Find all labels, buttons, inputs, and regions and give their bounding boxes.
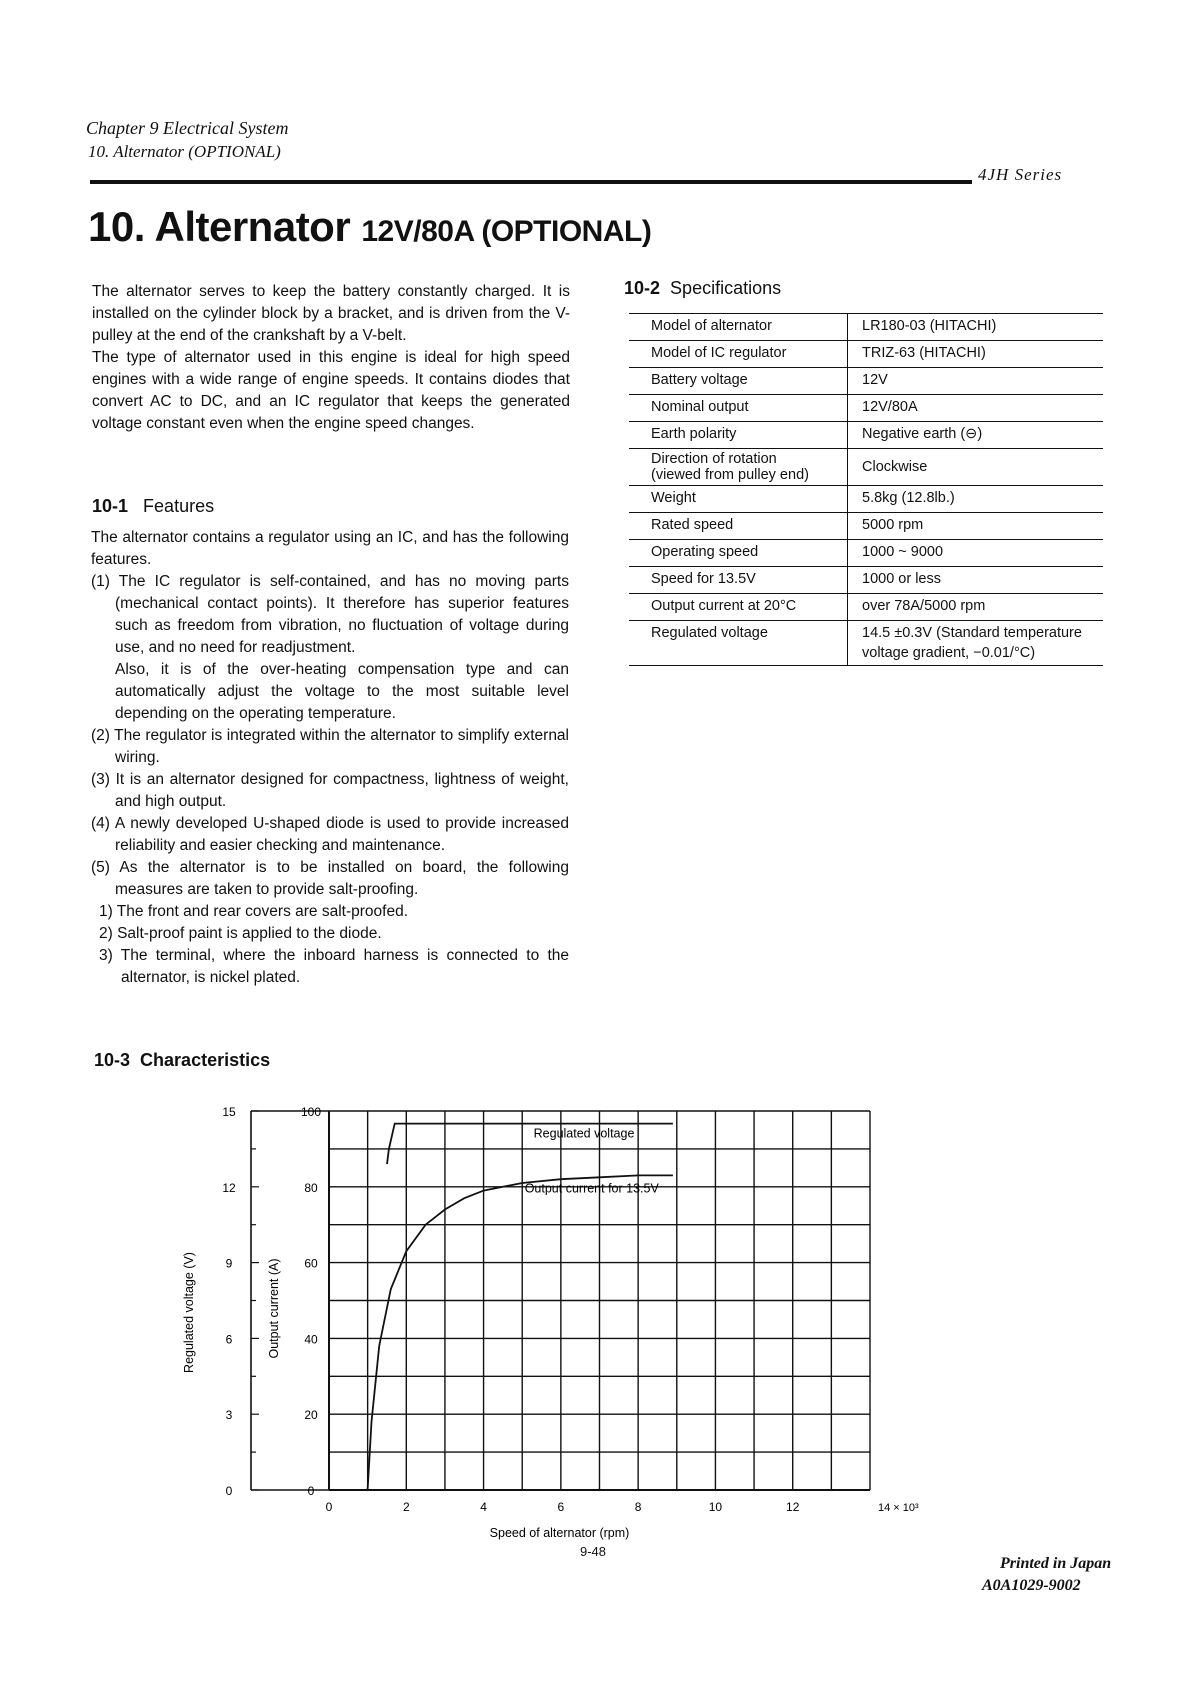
spec-label: Earth polarity (629, 422, 848, 449)
printed-in-label: Printed in Japan (1000, 1555, 1112, 1572)
spec-value: Negative earth (⊖) (848, 422, 1104, 449)
y-axis-title-voltage: Regulated voltage (V) (182, 1252, 196, 1373)
section-label: 10. Alternator (OPTIONAL) (88, 142, 281, 161)
spec-label: Output current at 20°C (629, 594, 848, 621)
spec-value: over 78A/5000 rpm (848, 594, 1104, 621)
characteristics-heading: 10-3 Characteristics (94, 1050, 271, 1070)
voltage-tick-label: 0 (225, 1484, 233, 1498)
voltage-tick-label: 12 (222, 1180, 236, 1195)
x-tick-label: 8 (634, 1500, 642, 1514)
spec-row (629, 486, 1103, 513)
x-tick-label: 10 (708, 1500, 723, 1514)
spec-label: Rated speed (629, 513, 848, 540)
spec-label: Operating speed (629, 540, 848, 567)
title-main: 10. Alternator (88, 203, 351, 250)
series-label: 4JH Series (978, 165, 1063, 184)
intro-para-1: The alternator serves to keep the battery constantly charged. It is installed on the cylinder block by a bracket, and is driven from the V-pulley at the end of the crankshaft by a V-belt. (92, 283, 570, 344)
x-unit-label: 14 × 10³ (878, 1502, 919, 1514)
spec-value: 12V (848, 368, 1104, 395)
title-spec: 12V/80A (OPTIONAL) (361, 215, 652, 248)
header-rule (90, 180, 972, 184)
page-number: 9-48 (580, 1544, 607, 1559)
current-tick-label: 60 (304, 1256, 318, 1271)
x-tick-label: 0 (325, 1500, 333, 1514)
spec-label: Nominal output (629, 395, 848, 422)
spec-value: 5.8kg (12.8lb.) (848, 486, 1104, 513)
spec-row (629, 314, 1103, 341)
current-tick-label: 80 (304, 1180, 318, 1195)
x-tick-label: 4 (480, 1500, 487, 1514)
spec-label: Speed for 13.5V (629, 567, 848, 594)
spec-label: Model of alternator (629, 314, 848, 341)
x-axis-title: Speed of alternator (rpm) (489, 1526, 630, 1540)
chapter-label: Chapter 9 Electrical System (86, 118, 289, 138)
features-list (91, 527, 569, 989)
feature-sub-item-3: 3) The terminal, where the inboard harness is connected to the alternator, is nickel plated. (99, 947, 569, 986)
feature-item-5: (5) As the alternator is to be installed on board, the following measures are taken to provide salt-proofing. (91, 859, 569, 898)
spec-value: 12V/80A (848, 395, 1104, 422)
feature-sub-item-1: 1) The front and rear covers are salt-proofed. (99, 903, 409, 920)
output-current-curve (368, 1175, 673, 1490)
spec-label: Direction of rotation (viewed from pulley end) (629, 449, 848, 486)
specs-heading: 10-2 Specifications (624, 278, 782, 298)
current-tick-label: 100 (300, 1105, 322, 1119)
spec-row (629, 422, 1103, 449)
feature-item-3: (3) It is an alternator designed for compactness, lightness of weight, and high output. (91, 771, 569, 810)
spec-row (629, 513, 1103, 540)
intro-para-2: The type of alternator used in this engine is ideal for high speed engines with a wide range of engine speeds. It contains diodes that convert AC to DC, and an IC regulator that keeps the generated voltage constant even when the engine speed changes. (92, 349, 570, 432)
spec-row (629, 594, 1103, 621)
spec-value: Clockwise (848, 449, 1104, 486)
spec-label: Regulated voltage (629, 621, 848, 666)
output-current-label: Output current for 13.5V (524, 1181, 659, 1196)
spec-value: 1000 or less (848, 567, 1104, 594)
current-tick-label: 20 (304, 1408, 318, 1423)
voltage-tick-label: 6 (225, 1332, 233, 1347)
spec-row (629, 567, 1103, 594)
spec-value: LR180-03 (HITACHI) (848, 314, 1104, 341)
y-axis-title-current: Output current (A) (267, 1258, 281, 1359)
characteristics-chart (170, 1090, 930, 1550)
regulated-voltage-label: Regulated voltage (533, 1126, 635, 1141)
x-tick-label: 2 (402, 1500, 410, 1514)
spec-value: 14.5 ±0.3V (Standard temperature voltage gradient, −0.01/°C) (848, 621, 1104, 666)
spec-row (629, 540, 1103, 567)
feature-item-4: (4) A newly developed U-shaped diode is used to provide increased reliability and easier checking and maintenance. (91, 815, 569, 854)
spec-row (629, 621, 1103, 666)
feature-item-2: (2) The regulator is integrated within the alternator to simplify external wiring. (91, 727, 569, 766)
feature-item-1: (1) The IC regulator is self-contained, and has no moving parts (mechanical contact points). It therefore has superior features such as freedom from vibration, no fluctuation of voltage during use, and no need for readjustment. (91, 573, 569, 656)
feature-item-1-extra: Also, it is of the over-heating compensation type and can automatically adjust the voltage to the most suitable level depending on the operating temperature. (115, 661, 569, 722)
x-tick-label: 6 (557, 1500, 565, 1514)
spec-value: 5000 rpm (848, 513, 1104, 540)
current-tick-label: 40 (304, 1332, 318, 1347)
intro-text (92, 281, 570, 435)
voltage-tick-label: 15 (222, 1105, 236, 1119)
features-lead: The alternator contains a regulator using an IC, and has the following features. (91, 529, 569, 568)
spec-row (629, 368, 1103, 395)
x-tick-label: 12 (786, 1500, 800, 1514)
voltage-tick-label: 3 (225, 1408, 233, 1423)
spec-label: Model of IC regulator (629, 341, 848, 368)
spec-value: 1000 ~ 9000 (848, 540, 1104, 567)
spec-label: Weight (629, 486, 848, 513)
spec-row (629, 449, 1103, 486)
spec-row (629, 341, 1103, 368)
features-heading: 10-1 Features (92, 496, 215, 516)
spec-label: Battery voltage (629, 368, 848, 395)
spec-row (629, 395, 1103, 422)
spec-value: TRIZ-63 (HITACHI) (848, 341, 1104, 368)
current-tick-label: 0 (307, 1484, 315, 1498)
document-code: A0A1029-9002 (982, 1577, 1081, 1594)
page-title (88, 203, 651, 251)
specs-table (629, 313, 1103, 666)
voltage-tick-label: 9 (225, 1256, 233, 1271)
feature-sub-item-2: 2) Salt-proof paint is applied to the diode. (99, 925, 382, 942)
